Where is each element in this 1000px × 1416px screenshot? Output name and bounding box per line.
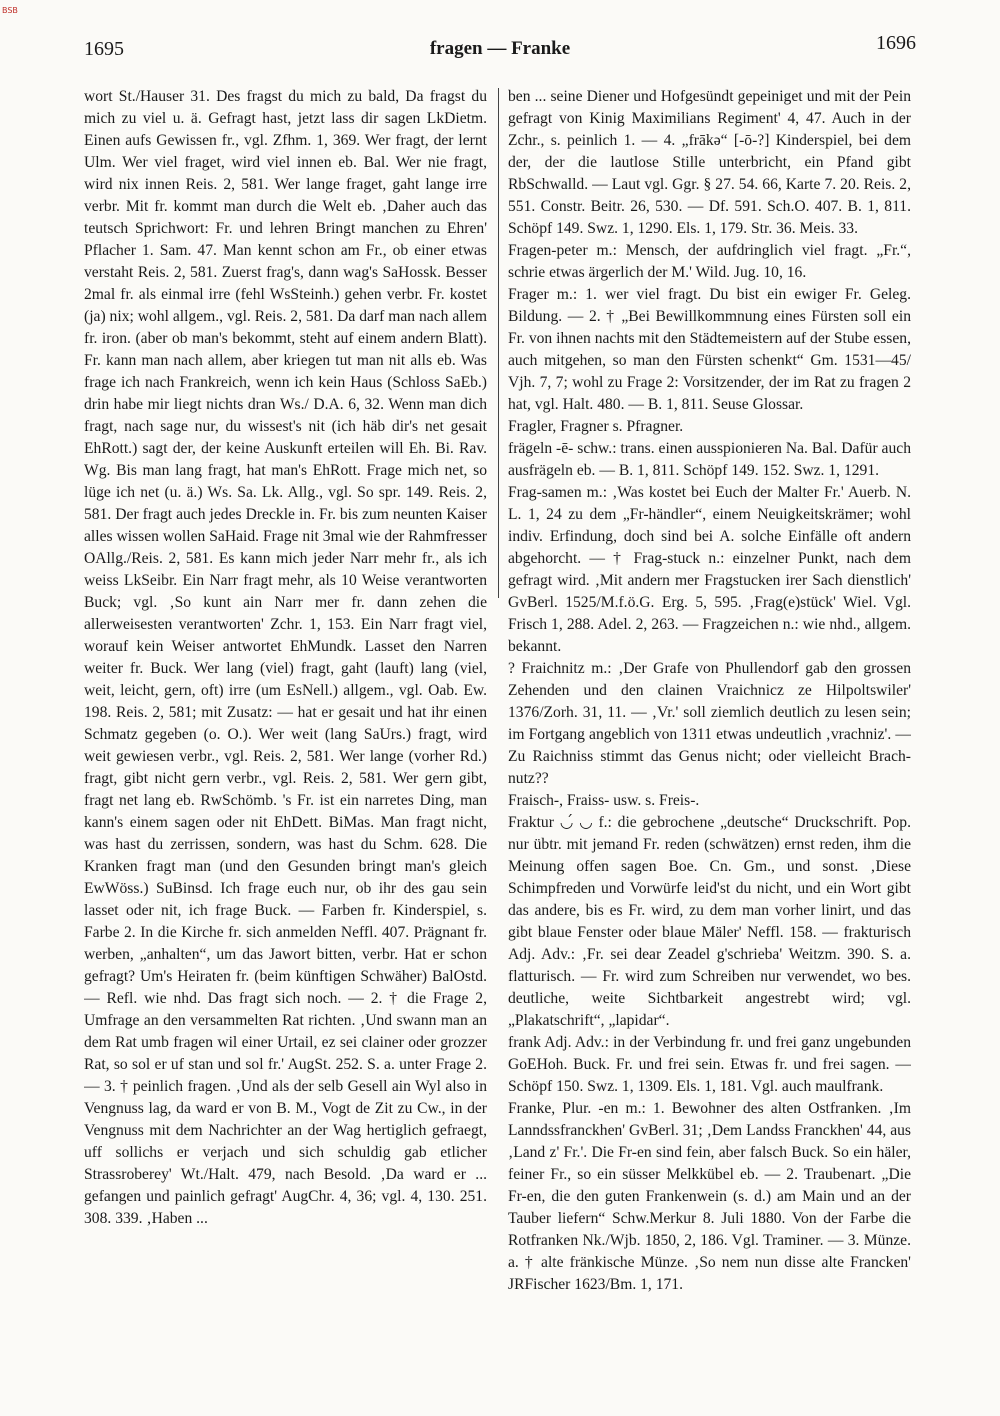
page-number-left: 1695	[84, 38, 124, 60]
entry-paragraph: ? Fraichnitz m.: ‚Der Grafe von Phullendorf gab den grossen Zehenden und den clainen Vraichnicz ze Hilpoltswiler' 1376/Zorh. 31, 11. — ‚Vr.' soll ziemlich deutlich zu lesen sein; im Fortgang angeblich von 1311 etwas undeutlich ‚vrachniz'. — Zu Raichniss stimmt das Genus nicht; oder vielleicht Brach-nutz??	[508, 660, 911, 787]
entry-paragraph: wort St./Hauser 31. Des fragst du mich zu bald, Da fragst du mich zu viel u. ä. Gefragt hast, jetzt lass dir sagen LkDietm. Einen aufs Gewissen fr., vgl. Zfhm. 1, 369. Wer fragt, der lernt Ulm. Wer viel fraget, wird viel innen eb. Bal. Wer nie fragt, wird nix innen Reis. 2, 581. Wer lange fraget, gaht lange irre verbr. Mit fr. kommt man durch die Welt eb. ‚Daher auch das teutsch Sprichwort: Fr. und lehren Bringt manchen zu Ehren' Pflacher 1. Sam. 47. Man kennt schon am Fr., ob einer etwas verstaht Reis. 2, 581. Zuerst frag's, dann wag's SaHossk. Besser 2mal fr. als einmal irre (fehl WsSteinh.) gehen verbr. Fr. kostet (ja) nix; wohl allgem., vgl. Reis. 2, 581. Da darf man nach allem fr. iron. (aber ob man's bekommt, steht auf einem andern Blatt). Fr. kann man nach allem, aber kriegen tut man nit alls eb. Was frage ich nach Frankreich, wenn ich kein Haus (Schloss SaEb.) drin habe mir liegt nichts dran Ws./ D.A. 6, 32. Wenn man dich fragt, nach sage nur, du wissest's nit (ich häb dir's net gesait EhRott.) sagt der, der keine Auskunft erteilen will Eh. Bi. Rav. Wg. Bis man lang fragt, hat man's EhRott. Frage mich net, so lüge ich net (u. ä.) Ws. Sa. Lk. Allg., vgl. So spr. 149. Reis. 2, 581. Der fragt auch jedes Dreckle in. Fr. bis zum neunten Kaiser alles wissen wollen SaHaid. Frage nit 3mal wie der Rahmfresser OAllg./Reis. 2, 581. Es kann mich jeder Narr mehr fr., als ich weiss LkSeibr. Ein Narr fragt mehr, als 10 Weise verantworten Buck; vgl. ‚So kunt ain Narr mer fr. dann zehen die allerweisesten verantworten' Zchr. 1, 153. Ein Narr fragt viel, worauf kein Weiser antwortet EhMundk. Lasset den Narren weiter fr. Buck. Wer lang (viel) fragt, gaht (lauft) lang (viel, weit, leicht, gern, oft) irre (um EsNell.) allgem., vgl. Oab. Ew. 198. Reis. 2, 581; mit Zusatz: — hat er gesait und hat ihr einen Schmatz gegeben (o. O.). Wer weit (lang SaUrs.) fragt, wird weit gewiesen verbr., vgl. Reis. 2, 581. Wer lange (vorher Rd.) fragt, gibt nicht gern verbr., vgl. Reis. 2, 581. Wer gern gibt, fragt net lang eb. RwSchömb. 's Fr. ist ein narretes Ding, man kann's einem sagen oder nit EhDett. BiMas. Man fragt nicht, was hast du zerrissen, sondern, was hast du Schm. 628. Die Kranken fragt man (und den Gesunden bringt man's gleich EwWöss.) SuBinsd. Ich frage euch nur, ob ihr des gau sein lasset oder nit, ich frage Buck. — Farben fr. Kinderspiel, s. Farbe 2. In die Kirche fr. sich anmelden Neffl. 407. Prägnant fr. werben, „anhalten“, um das Jawort bitten, verbr. Hat er schon gefragt? Um's Heiraten fr. (beim künftigen Schwäher) BalOstd. — Refl. wie nhd. Das fragt sich noch. — 2. † die Frage 2, Umfrage an den versammelten Rat richten. ‚Und swann man an dem Rat umb fragen wil einer Urtail, ez sei clainer oder grozzer Rat, so sol er uf stan und sol fr.' AugSt. 252. S. a. unter Frage 2. — 3. † peinlich fragen. ‚Und als der selb Gesell ain Wyl also in Vengnuss lag, da ward er von B. M., Vogt de Zit zu Cw., in der Vengnuss mit dem Nachrichter an der Wag hertiglich gefraegt, uff sollichs er verjach und sich schuldig gab etlicher Strassroberey' Wt./Halt. 479, nach Besold. ‚Da ward er ... gefangen und painlich gefragt' AugChr. 4, 36; vgl. 4, 130. 251. 308. 339. ‚Haben ...	[84, 88, 487, 1227]
entry-paragraph: Fragen-peter m.: Mensch, der aufdringlich viel fragt. „Fr.“, schrie etwas ärgerlich der M.' Wild. Jug. 10, 16.	[508, 242, 911, 281]
right-column	[508, 86, 911, 1401]
entry-paragraph: frank Adj. Adv.: in der Verbindung fr. und frei ganz ungebunden GoEHoh. Buck. Fr. und frei sein. Etwas fr. und frei sagen. — Schöpf 150. Swz. 1, 1309. Els. 1, 181. Vgl. auch maulfrank.	[508, 1034, 911, 1095]
left-column	[84, 86, 487, 1401]
entry-paragraph: Frag-samen m.: ‚Was kostet bei Euch der Malter Fr.' Auerb. N. L. 1, 24 zu dem „Fr-händler“, einem Neuigkeitskrämer; wohl indiv. Erfindung, doch sind bei A. solche Einfälle oft andern abgehorcht. — † Frag-stuck n.: einzelner Punkt, nach dem gefragt wird. ‚Mit andern mer Fragstucken irer Sach dienstlich' GvBerl. 1525/M.f.ö.G. Erg. 5, 595. ‚Frag(e)stück' Wiel. Vgl. Frisch 1, 288. Adel. 2, 263. — Fragzeichen n.: wie nhd., allgem. bekannt.	[508, 484, 911, 655]
entry-paragraph: frägeln -ē- schw.: trans. einen ausspionieren Na. Bal. Dafür auch ausfrägeln eb. — B. 1, 811. Schöpf 149. 152. Swz. 1, 1291.	[508, 440, 911, 479]
entry-paragraph: Frager m.: 1. wer viel fragt. Du bist ein ewiger Fr. Geleg. Bildung. — 2. † „Bei Bewillkommnung eines Fürsten soll ein Fr. von ihnen nachts mit den Städtemeistern auf der Stube essen, auch mitgehen, so man den Fürsten schenkt“ Gm. 1531—45/ Vjh. 7, 7; wohl zu Frage 2: Vorsitzender, der im Rat zu fragen 2 hat, vgl. Halt. 480. — B. 1, 811. Seuse Glossar.	[508, 286, 911, 413]
library-stamp: BSB	[2, 6, 18, 15]
page-header	[84, 28, 916, 68]
running-title: fragen — Franke	[429, 38, 571, 59]
page-number-right: 1696	[876, 32, 916, 54]
entry-paragraph: Fraisch-, Fraiss- usw. s. Freis-.	[508, 792, 700, 809]
column-divider	[498, 88, 499, 598]
entry-paragraph: Fragler, Fragner s. Pfragner.	[508, 418, 684, 435]
entry-paragraph: Franke, Plur. -en m.: 1. Bewohner des alten Ostfranken. ‚Im Lanndssfranckhen' GvBerl. 31; ‚Dem Landss Franckhen' 44, aus ‚Land z' Fr.'. Die Fr-en sind fein, aber falsch Buck. So ein häler, feiner Fr., so ein süsser Melkkübel eb. — 2. Traubenart. „Die Fr-en, die den guten Frankenwein (s. d.) am Main und an der Tauber liefern“ Schw.Merkur 8. Juli 1880. Von der Farbe die Rotfranken Nk./Wjb. 1850, 2, 186. Vgl. Traminer. — 3. Münze. a. † alte fränkische Münze. ‚So nem nun disse alte Francken' JRFischer 1623/Bm. 1, 171.	[508, 1100, 911, 1293]
entry-paragraph: ben ... seine Diener und Hofgesündt gepeiniget und mit der Pein gefragt von Kinig Maximilians Regiment' 4, 47. Auch in der Zchr., s. peinlich 1. — 4. „frākə“ [-ō-?] Kinderspiel, bei dem der, der die lautlose Stille unterbricht, ein Pfand gibt RbSchwalld. — Laut vgl. Ggr. § 27. 54. 66, Karte 7. 20. Reis. 2, 551. Constr. Beitr. 26, 530. — Df. 591. Sch.O. 407. B. 1, 811. Schöpf 149. Swz. 1, 1290. Els. 1, 179. Str. 36. Meis. 33.	[508, 88, 911, 237]
entry-paragraph: Fraktur ◡́ ◡ f.: die gebrochene „deutsche“ Druckschrift. Pop. nur übtr. mit jemand Fr. reden (schwätzen) ernst reden, ihm die Meinung offen sagen Boe. Cn. Gm., und sonst. ‚Diese Schimpfreden und Vorwürfe leid'st du nicht, und ein Wort gibt das andere, bis es Fr. wird, zu dem man vorher linirt, und das gibt blaue Fenster oder blaue Mäler' Neffl. 158. — frakturisch Adj. Adv.: ‚Fr. sei dear Zeadel g'schrieba' Weitzm. 390. S. a. flatturisch. — Fr. wird zum Schreiben nur verwendet, wo bes. deutliche, weite Sichtbarkeit angestrebt wird; vgl. „Plakatschrift“, „lapidar“.	[508, 814, 911, 1029]
